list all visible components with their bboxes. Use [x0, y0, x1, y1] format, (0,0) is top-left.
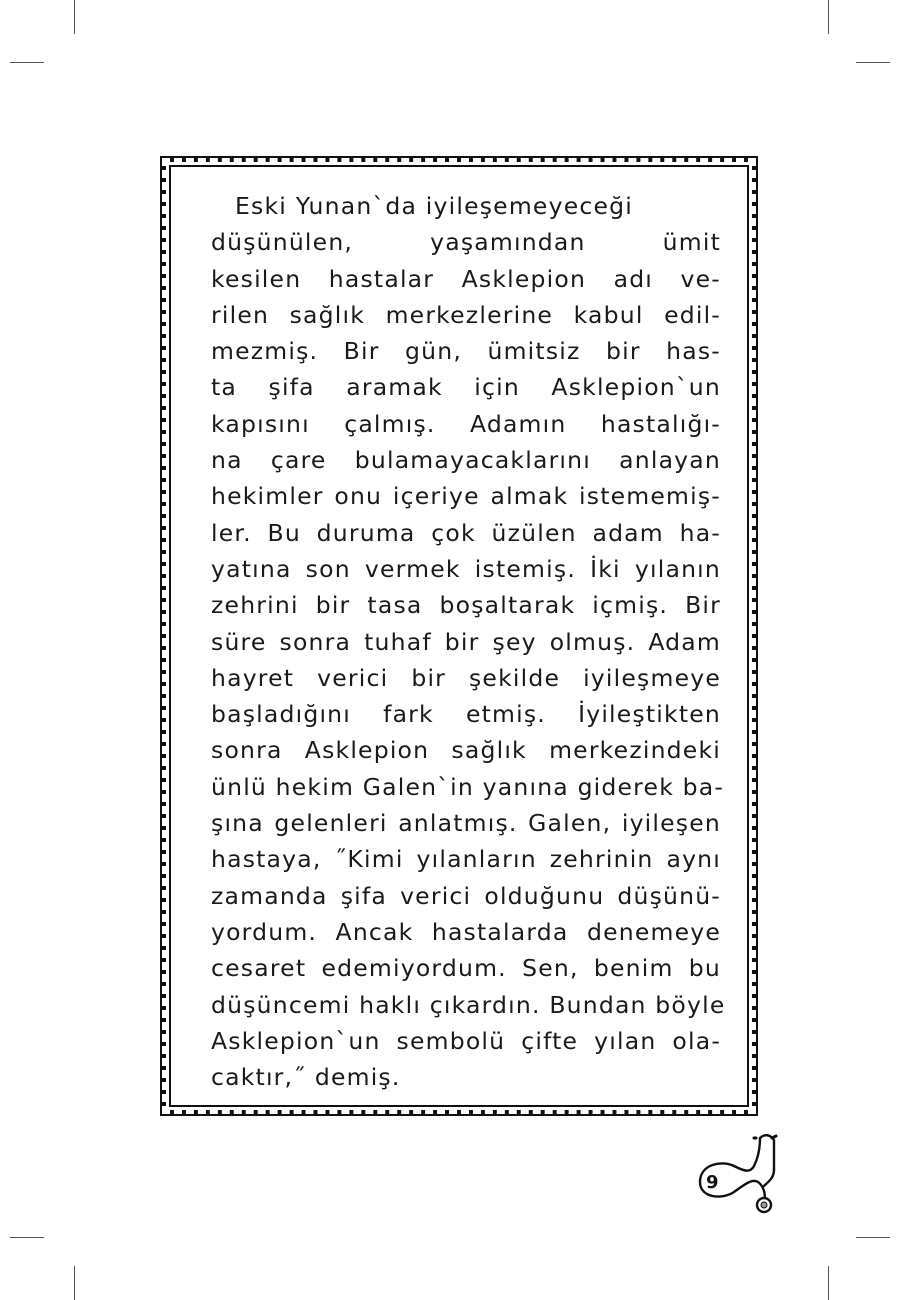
- crop-mark: [828, 1266, 829, 1300]
- story-line: düşünülen, yaşamından ümit: [211, 228, 721, 257]
- story-line: na çare bulamayacaklarını anlayan: [211, 446, 721, 475]
- story-line: hayret verici bir şekilde iyileşmeye: [211, 663, 721, 692]
- story-line: ler. Bu duruma çok üzülen adam ha-: [211, 518, 721, 547]
- crop-mark: [74, 1266, 75, 1300]
- story-line: hekimler onu içeriye almak istememiş-: [211, 482, 721, 511]
- crop-mark: [10, 62, 44, 63]
- story-line: kesilen hastalar Asklepion adı ve-: [211, 264, 721, 293]
- page-number-badge: [694, 1130, 784, 1220]
- story-line: yatına son vermek istemiş. İki yılanın: [211, 554, 721, 583]
- story-line: süre sonra tuhaf bir şey olmuş. Adam: [211, 627, 721, 656]
- story-text: [211, 188, 726, 1095]
- story-line: ünlü hekim Galen`in yanına giderek ba-: [211, 772, 725, 801]
- text-frame: [160, 156, 758, 1116]
- crop-mark: [74, 0, 75, 34]
- story-line: başladığını fark etmiş. İyileştikten: [211, 700, 721, 729]
- story-line: ta şifa aramak için Asklepion`un: [211, 373, 721, 402]
- story-line: hastaya, ˝Kimi yılanların zehrinin aynı: [211, 845, 721, 874]
- crop-mark: [856, 62, 890, 63]
- crop-mark: [856, 1237, 890, 1238]
- story-line: zehrini bir tasa boşaltarak içmiş. Bir: [211, 591, 721, 620]
- story-line: cesaret edemiyordum. Sen, benim bu: [211, 954, 721, 983]
- story-line: zamanda şifa verici olduğunu düşünü-: [211, 881, 721, 910]
- page-number: 9: [706, 1172, 719, 1193]
- story-line: düşüncemi haklı çıkardın. Bundan böyle: [211, 990, 726, 1019]
- story-line: Eski Yunan`da iyileşemeyeceği: [235, 192, 633, 220]
- story-line: şına gelenleri anlatmış. Galen, iyileşen: [211, 809, 721, 838]
- story-line: yordum. Ancak hastalarda denemeye: [211, 917, 721, 946]
- story-line: kapısını çalmış. Adamın hastalığı-: [211, 409, 721, 438]
- story-line: mezmiş. Bir gün, ümitsiz bir has-: [211, 337, 721, 366]
- crop-mark: [10, 1237, 44, 1238]
- story-line: rilen sağlık merkezlerine kabul edil-: [211, 300, 721, 329]
- story-line: Asklepion`un sembolü çifte yılan ola-: [211, 1026, 721, 1055]
- story-line: caktır,˝ demiş.: [211, 1063, 401, 1092]
- crop-mark: [828, 0, 829, 34]
- story-line: sonra Asklepion sağlık merkezindeki: [211, 736, 721, 765]
